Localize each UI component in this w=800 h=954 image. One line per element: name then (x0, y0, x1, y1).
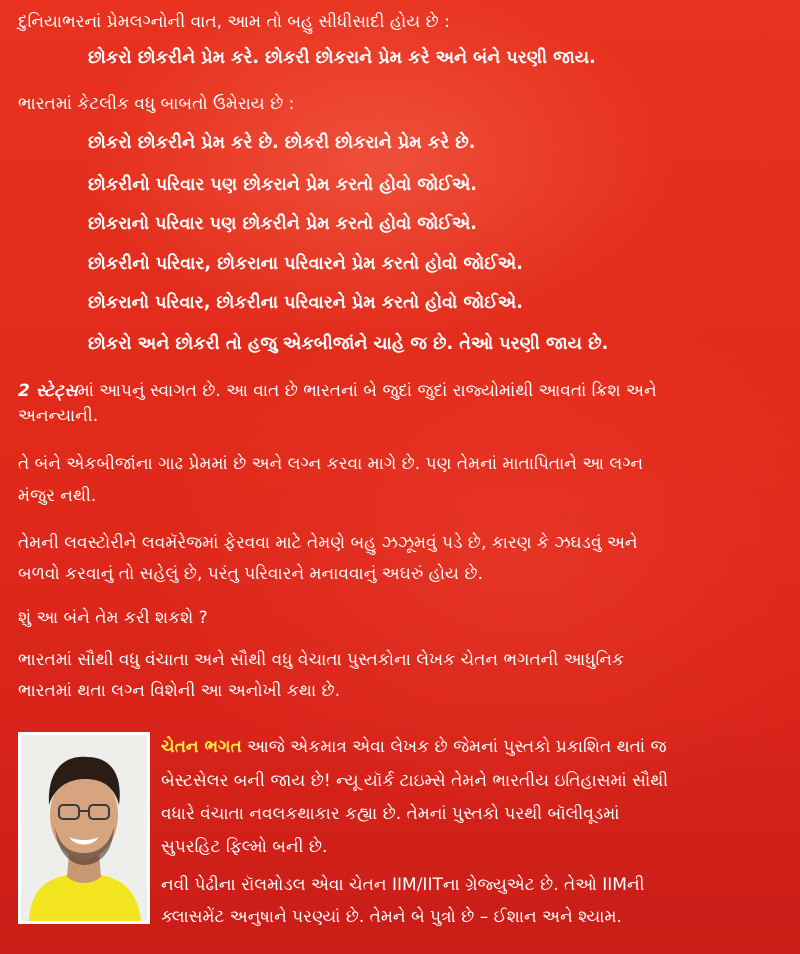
bio-line3: વધારે વંચાતા નવલકથાકાર કહ્યા છે. તેમનાં પુસ્તકો પરથી બૉલીવૂડમાં (161, 804, 620, 824)
author-portrait-illustration (21, 735, 147, 921)
india-line-4: છોકરીનો પરિવાર, છોકરાના પરિવારને પ્રેમ કરતો હોવો જોઈએ. (88, 254, 523, 274)
book-title: 2 સ્ટેટ્સ (18, 381, 78, 401)
india-line-2: છોકરીનો પરિવાર પણ છોકરાને પ્રેમ કરતો હોવો જોઈએ. (88, 175, 477, 195)
author-name: ચેતન ભગત (161, 737, 242, 757)
author-photo (18, 732, 150, 924)
bio-line5: નવી પેઢીના રૉલમોડલ એવા ચેતન IIM/IITના ગ્રેજ્યુએટ છે. તેઓ IIMની (161, 875, 645, 895)
bio-line4: સુપરહિટ ફિલ્મો બની છે. (161, 837, 328, 857)
para1-line1 (18, 380, 657, 402)
universal-love-line: છોકરો છોકરીને પ્રેમ કરે. છોકરી છોકરાને પ્રેમ કરે અને બંને પરણી જાય. (88, 48, 596, 68)
para4-line1: ભારતમાં સૌથી વધુ વંચાતા અને સૌથી વધુ વેચાતા પુસ્તકોના લેખક ચેતન ભગતની આધુનિક (18, 650, 624, 670)
para2-line2: મંજુર નથી. (18, 486, 97, 506)
intro-line: દુનિયાભરનાં પ્રેમલગ્નોની વાત, આમ તો બહુ સીધીસાદી હોય છે : (18, 12, 450, 32)
india-line-1: છોકરો છોકરીને પ્રેમ કરે છે. છોકરી છોકરાને પ્રેમ કરે છે. (88, 133, 476, 153)
bio-line1-rest: આજે એકમાત્ર એવા લેખક છે જેમનાં પુસ્તકો પ્રકાશિત થતાં જ (241, 737, 667, 757)
para1-line2: અનન્યાની. (18, 406, 99, 426)
question-line: શું આ બંને તેમ કરી શકશે ? (18, 608, 208, 628)
para2-line1: તે બંને એકબીજાંના ગાઢ પ્રેમમાં છે અને લગ્ન કરવા માગે છે. પણ તેમનાં માતાપિતાને આ લગ્ન (18, 454, 644, 474)
bio-line1 (161, 736, 667, 758)
india-intro-line: ભારતમાં કેટલીક વધુ બાબતો ઉમેરાય છે : (18, 94, 295, 114)
bio-line2: બેસ્ટસેલર બની જાય છે! ન્યૂ યૉર્ક ટાઇમ્સે તેમને ભારતીય ઇતિહાસમાં સૌથી (161, 771, 669, 791)
para1-line1-rest: માં આપનું સ્વાગત છે. આ વાત છે ભારતનાં બે જુદાં જુદાં રાજ્યોમાંથી આવતાં ક્રિશ અને (77, 381, 657, 401)
india-line-5: છોકરાનો પરિવાર, છોકરીના પરિવારને પ્રેમ કરતો હોવો જોઈએ. (88, 293, 523, 313)
bio-line6: ક્લાસમેંટ અનુષાને પરણ્યાં છે. તેમને બે પુત્રો છે – ઈશાન અને શ્યામ. (161, 907, 622, 927)
india-line-3: છોકરાનો પરિવાર પણ છોકરીને પ્રેમ કરતો હોવો જોઈએ. (88, 214, 477, 234)
india-line-6: છોકરો અને છોકરી તો હજુ એકબીજાંને ચાહે જ છે. તેઓ પરણી જાય છે. (88, 334, 609, 354)
para3-line1: તેમની લવસ્ટોરીને લવમૅરેજમાં ફેરવવા માટે તેમણે બહુ ઝઝૂમવું પડે છે, કારણ કે ઝઘડવું અને (18, 533, 638, 553)
para3-line2: બળવો કરવાનું તો સહેલું છે, પરંતુ પરિવારને મનાવવાનું અઘરું હોય છે. (18, 564, 483, 584)
para4-line2: ભારતમાં થતા લગ્ન વિશેની આ અનોખી કથા છે. (18, 681, 341, 701)
